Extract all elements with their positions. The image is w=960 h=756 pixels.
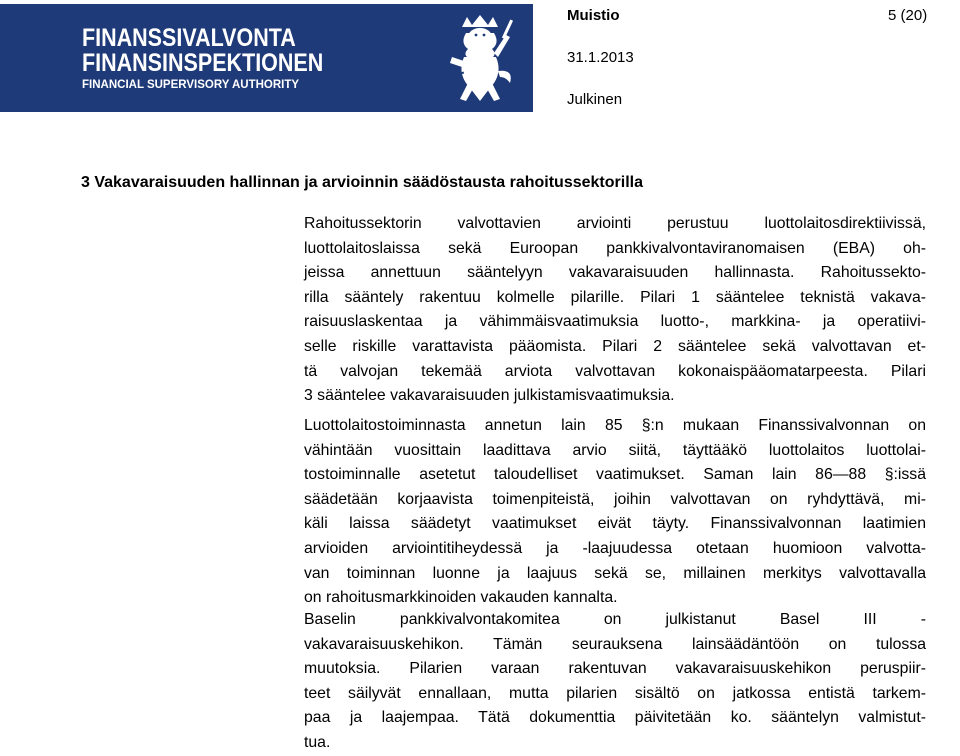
paragraph-line: 3 sääntelee vakavaraisuuden julkistamisvaatimuksia.: [304, 387, 675, 405]
paragraph-line: selle riskille varattavista pääomista. Pilari 2 sääntelee sekä valvottavan et-: [304, 337, 926, 355]
paragraph-line: Baselin pankkivalvontakomitea on julkistanut Basel III -: [304, 611, 926, 628]
paragraph-line: teet säilyvät ennallaan, mutta pilarien sisältö on jatkossa entistä tarkem-: [304, 684, 926, 702]
paragraph: [304, 212, 926, 409]
paragraph-line: on rahoitusmarkkinoiden vakauden kannalta.: [304, 589, 618, 607]
logo-line-english: FINANCIAL SUPERVISORY AUTHORITY: [82, 79, 300, 91]
document-date: 31.1.2013: [567, 49, 634, 66]
paragraph: [304, 608, 926, 756]
paragraph-line: Rahoitussektorin valvottavien arviointi perustuu luottolaitosdirektiivissä,: [304, 215, 926, 232]
paragraph-line: Luottolaitostoiminnasta annetun lain 85 §:n mukaan Finanssivalvonnan on: [304, 417, 926, 434]
paragraph-line: paa ja laajempaa. Tätä dokumenttia päivitetään ko. sääntelyn valmistut-: [304, 709, 926, 727]
paragraph: [304, 414, 926, 611]
paragraph-line: tua.: [304, 733, 331, 751]
document-type: Muistio: [567, 7, 620, 24]
paragraph-line: vähintään vuosittain laadittava arvio siitä, täyttääkö luottolaitos luottolai-: [304, 441, 926, 459]
paragraph-line: rilla sääntely rakentuu kolmelle pilarille. Pilari 1 sääntelee teknistä vakava-: [304, 288, 926, 306]
paragraph-line: tostoiminnalle asetetut taloudelliset vaatimukset. Saman lain 86—88 §:issä: [304, 466, 926, 484]
page-number: 5 (20): [888, 7, 928, 24]
logo-line-finanssivalvonta: FINANSSIVALVONTA: [82, 24, 296, 52]
paragraph-line: raisuuslaskentaa ja vähimmäisvaatimuksia luotto-, markkina- ja operatiivi-: [304, 313, 926, 331]
logo-wordmark: [82, 26, 363, 92]
organization-logo: [0, 4, 533, 112]
paragraph-line: van toiminnan luonne ja laajuus sekä se, millainen merkitys valvottavalla: [304, 564, 926, 582]
logo-line-finansinspektionen: FINANSINSPEKTIONEN: [82, 49, 324, 77]
paragraph-line: jeissa annettuun sääntelyyn vakavaraisuuden hallinnasta. Rahoitussekto-: [304, 264, 926, 282]
paragraph-line: vakavaraisuuskehikon. Tämän seurauksena lainsäädäntöön on tulossa: [304, 635, 926, 653]
paragraph-line: muutoksia. Pilarien varaan rakentuvan vakavaraisuuskehikon peruspiir-: [304, 660, 926, 678]
document-classification: Julkinen: [567, 91, 623, 108]
paragraph-line: arvioiden arviointitiheydessä ja -laajuudessa otetaan huomioon valvotta-: [304, 539, 926, 557]
section-heading: 3 Vakavaraisuuden hallinnan ja arvioinnin säädöstausta rahoitussektorilla: [81, 174, 643, 191]
lion-coat-of-arms-icon: [440, 13, 520, 105]
paragraph-line: luottolaitoslaissa sekä Euroopan pankkivalvontaviranomaisen (EBA) oh-: [304, 239, 926, 257]
paragraph-line: tä valvojan tekemää arviota valvottavan kokonaispääomatarpeesta. Pilari: [304, 362, 926, 380]
paragraph-line: käli laissa säädetyt vaatimukset eivät täyty. Finanssivalvonnan laatimien: [304, 515, 926, 533]
paragraph-line: säädetään korjaavista toimenpiteistä, joihin valvottavan on ryhdyttävä, mi-: [304, 490, 926, 508]
